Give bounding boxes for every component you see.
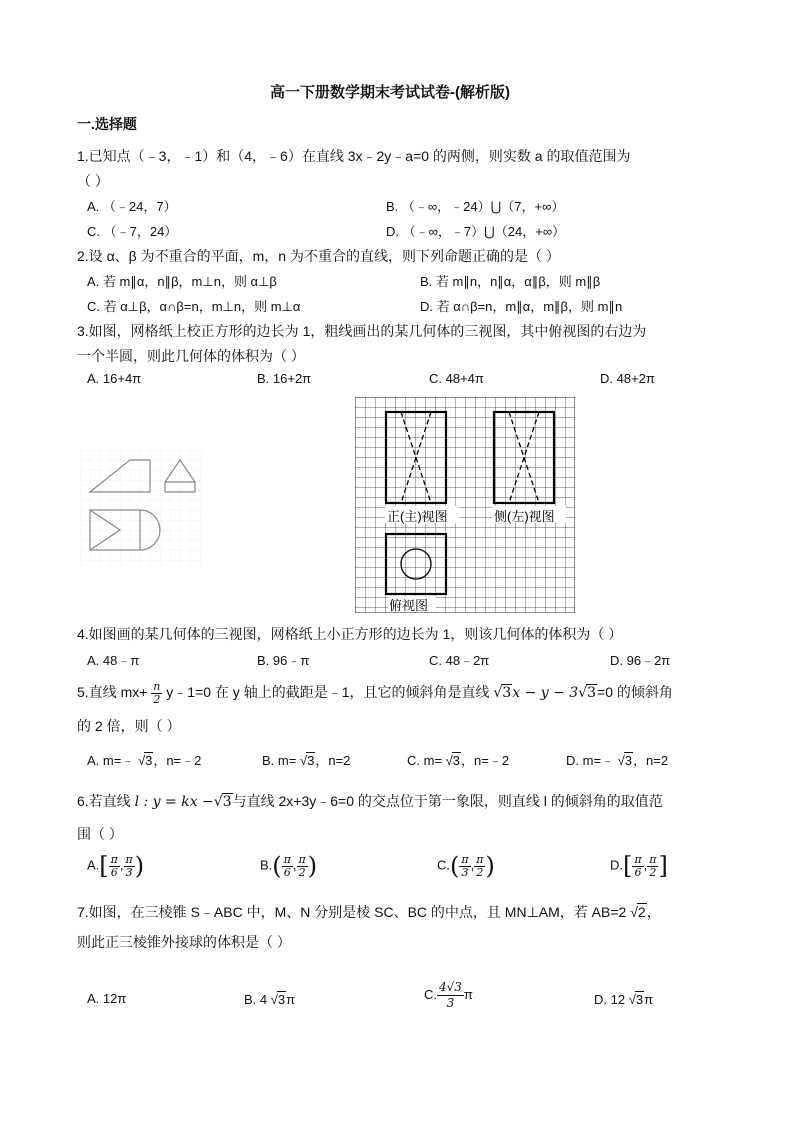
q1-option-d: D. （﹣∞，﹣7）⋃（24，+∞） [386,224,566,239]
q2-option-c: C. 若 α⊥β，α∩β=n，m⊥n，则 m⊥α [87,299,301,314]
q3-option-d: D. 48+2π [600,371,655,386]
q5-eq-radicand2: 3 [587,685,597,702]
q7-option-c: C. $\frac{4√3}{3}$ π [424,980,473,1010]
q5-option-b: B. m= √3，n=2 [262,753,351,768]
q2-option-a: A. 若 m∥α，n∥β，m⊥n，则 α⊥β [87,274,277,289]
q5-option-a: A. m=﹣ √3，n=﹣2 [87,753,202,768]
q3-option-a: A. 16+4π [87,371,142,386]
q1-paren: （ ） [77,173,109,189]
front-view-label: 正(主)视图 [387,509,448,524]
q6-option-a: A.[ $\frac{\pi}{6}$ , $\frac{\pi}{3}$ ) [87,852,145,880]
q1-option-a: A. （﹣24，7） [87,199,177,214]
q4-option-d: D. 96﹣2π [610,653,671,668]
q6-stem-line1: 6.若直线 l : y = kx −√3与直线 2x+3y﹣6=0 的交点位于第一象限，则直线 l 的倾斜角的取值范 [77,793,663,810]
q5-stem-pre: 5.直线 mx+ [77,684,148,701]
q2-option-b: B. 若 m∥n，n∥α，α∥β，则 m∥β [420,274,601,289]
q7-option-b: B. 4 √3π [244,992,296,1007]
q4-three-view-figure [355,397,575,613]
q5-frac-num: n [153,680,161,693]
q5-stem-mid: y﹣1=0 在 y 轴上的截距是﹣1，且它的倾斜角是直线 [166,684,490,701]
q5-eq-radicand1: 3 [502,685,512,702]
side-view-label: 侧(左)视图 [494,509,555,524]
q4-option-b: B. 96﹣π [257,653,310,668]
q5-frac-den: 2 [153,693,161,706]
page-title: 高一下册数学期末考试试卷-(解析版) [270,84,510,101]
q5-stem-line1 [77,681,673,706]
q5-fraction [151,681,162,706]
q4-option-a: A. 48﹣π [87,653,140,668]
q3-option-c: C. 48+4π [429,371,484,386]
q7-option-a: A. 12π [87,991,127,1006]
q5-eq-mid: x − y − 3 [512,685,579,702]
q6-line-equation: l : y = kx −√3 [134,794,232,810]
q3-option-b: B. 16+2π [257,371,312,386]
q5-option-c: C. m= √3，n=﹣2 [407,753,510,768]
section-heading: 一.选择题 [77,116,137,132]
q3-stem-line2: 一个半圆，则此几何体的体积为（ ） [77,348,305,364]
q6-option-b: B.( $\frac{\pi}{6}$ , $\frac{\pi}{2}$ ) [260,852,318,880]
q7-stem-line2: 则此正三棱锥外接球的体积是（ ） [77,934,291,950]
q1-option-c: C. （﹣7，24） [87,224,178,239]
q6-option-c: C.( $\frac{\pi}{3}$ , $\frac{\pi}{2}$ ) [437,852,495,880]
q1-option-b: B. （﹣∞，﹣24）⋃（7，+∞） [386,199,565,214]
q5-line-equation: √3x − y − 3√3 [493,685,597,702]
q6-option-d: D.[ $\frac{\pi}{6}$ , $\frac{\pi}{2}$ ] [610,852,668,880]
q3-stem-line1: 3.如图，网格纸上校正方形的边长为 1，粗线画出的某几何体的三视图，其中俯视图的右边为 [77,323,647,339]
q7-option-d: D. 12 √3π [594,992,654,1007]
q6-stem-line2: 围（ ） [77,826,123,842]
q1-stem: 1.已知点（﹣3，﹣1）和（4，﹣6）在直线 3x﹣2y﹣a=0 的两侧，则实数 a 的取值范围为 [77,148,631,164]
q5-stem-line2: 的 2 倍，则（ ） [77,718,181,734]
q4-option-c: C. 48﹣2π [429,653,490,668]
q2-option-d: D. 若 α∩β=n，m∥α，m∥β，则 m∥n [420,299,623,314]
q5-option-d: D. m=﹣ √3，n=2 [566,753,669,768]
q4-stem: 4.如图画的某几何体的三视图，网格纸上小正方形的边长为 1，则该几何体的体积为（ ） [77,626,623,642]
q2-stem: 2.设 α、β 为不重合的平面，m，n 为不重合的直线，则下列命题正确的是（ ） [77,248,560,264]
q5-stem-post: =0 的倾斜角 [597,684,673,701]
q3-three-view-figure [80,450,205,570]
q7-stem-line1: 7.如图，在三棱锥 S﹣ABC 中，M、N 分别是棱 SC、BC 的中点，且 MN⊥AM，若 AB=2 √2， [77,904,661,920]
top-view-label: 俯视图 [389,598,429,613]
